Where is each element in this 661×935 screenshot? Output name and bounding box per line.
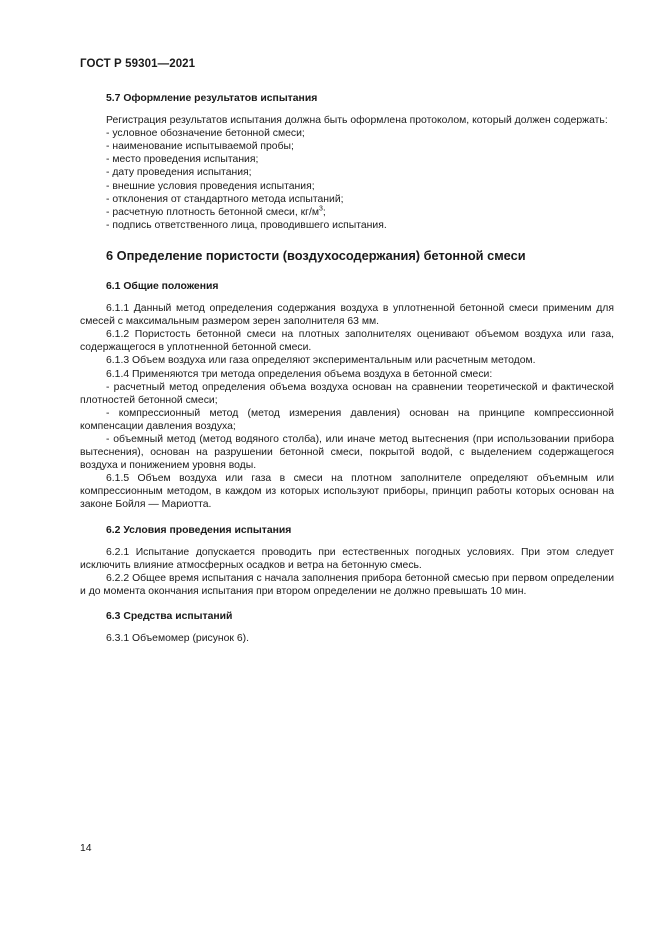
density-tail: ; bbox=[322, 206, 326, 218]
list-item: - наименование испытываемой пробы; bbox=[106, 141, 294, 153]
section-6-3-title: 6.3 Средства испытаний bbox=[106, 611, 233, 622]
list-item: - внешние условия проведения испытания; bbox=[106, 180, 315, 192]
list-item: - условное обозначение бетонной смеси; bbox=[106, 128, 305, 140]
method-calculated: - расчетный метод определения объема воздуха основан на сравнении теоретической и фактической плотностей бетонной смеси; bbox=[80, 381, 614, 406]
list-item-density bbox=[80, 206, 614, 219]
document-body bbox=[80, 92, 614, 645]
paragraph-6-3-1: 6.3.1 Объемомер (рисунок 6). bbox=[106, 633, 249, 645]
list-item: - дату проведения испытания; bbox=[106, 167, 252, 179]
list-item: - подпись ответственного лица, проводившего испытания. bbox=[106, 219, 387, 231]
paragraph-6-1-4: 6.1.4 Применяются три метода определения объема воздуха в бетонной смеси: bbox=[106, 368, 493, 380]
document-header: ГОСТ Р 59301—2021 bbox=[80, 58, 196, 70]
paragraph-6-1-1: 6.1.1 Данный метод определения содержания воздуха в уплотненной бетонной смеси применим для смесей с максимальным размером зерен заполнителя 63 мм. bbox=[80, 303, 614, 328]
unit-superscript: 3 bbox=[318, 205, 323, 213]
paragraph-6-1-3: 6.1.3 Объем воздуха или газа определяют экспериментальным или расчетным методом. bbox=[106, 355, 536, 367]
section-6-2-title: 6.2 Условия проведения испытания bbox=[106, 524, 292, 536]
section-6-title: 6 Определение пористости (воздухосодержания) бетонной смеси bbox=[106, 247, 526, 263]
paragraph-6-2-1: 6.2.1 Испытание допускается проводить при естественных погодных условиях. При этом следует исключить влияние атмосферных осадков и ветра на бетонную смесь. bbox=[80, 546, 614, 571]
method-volumetric: - объемный метод (метод водяного столба), или иначе метод вытеснения (при использовании прибора вытеснения), основан на разрушении бетонной смеси, покрытой водой, с выделением содержащегося воздуха и понижением уровня воды. bbox=[80, 433, 614, 472]
section-5-7-intro: Регистрация результатов испытания должна быть оформлена протоколом, который должен содержать: bbox=[106, 115, 608, 127]
paragraph-6-1-5: 6.1.5 Объем воздуха или газа в смеси на плотном заполнителе определяют объемным или компрессионным методом, в каждом из которых используют приборы, принцип работы которых основан на законе Бойля — Мариотта. bbox=[80, 473, 614, 511]
list-item: - место проведения испытания; bbox=[106, 154, 259, 166]
method-compression: - компрессионный метод (метод измерения давления) основан на принципе компрессионной компенсации давления воздуха; bbox=[80, 407, 614, 432]
paragraph-6-1-2: 6.1.2 Пористость бетонной смеси на плотных заполнителях оценивают объемом воздуха или газа, содержащегося в уплотненной бетонной смеси. bbox=[80, 329, 614, 354]
list-item: - отклонения от стандартного метода испытаний; bbox=[106, 193, 344, 205]
density-text: - расчетную плотность бетонной смеси, кг/м bbox=[106, 206, 319, 218]
page-number: 14 bbox=[80, 843, 92, 854]
section-6-1-title: 6.1 Общие положения bbox=[106, 280, 219, 292]
paragraph-6-2-2: 6.2.2 Общее время испытания с начала заполнения прибора бетонной смесью при первом определении и до момента окончания испытания при втором определении не должно превышать 10 мин. bbox=[80, 572, 614, 597]
section-5-7-title: 5.7 Оформление результатов испытания bbox=[106, 93, 318, 104]
